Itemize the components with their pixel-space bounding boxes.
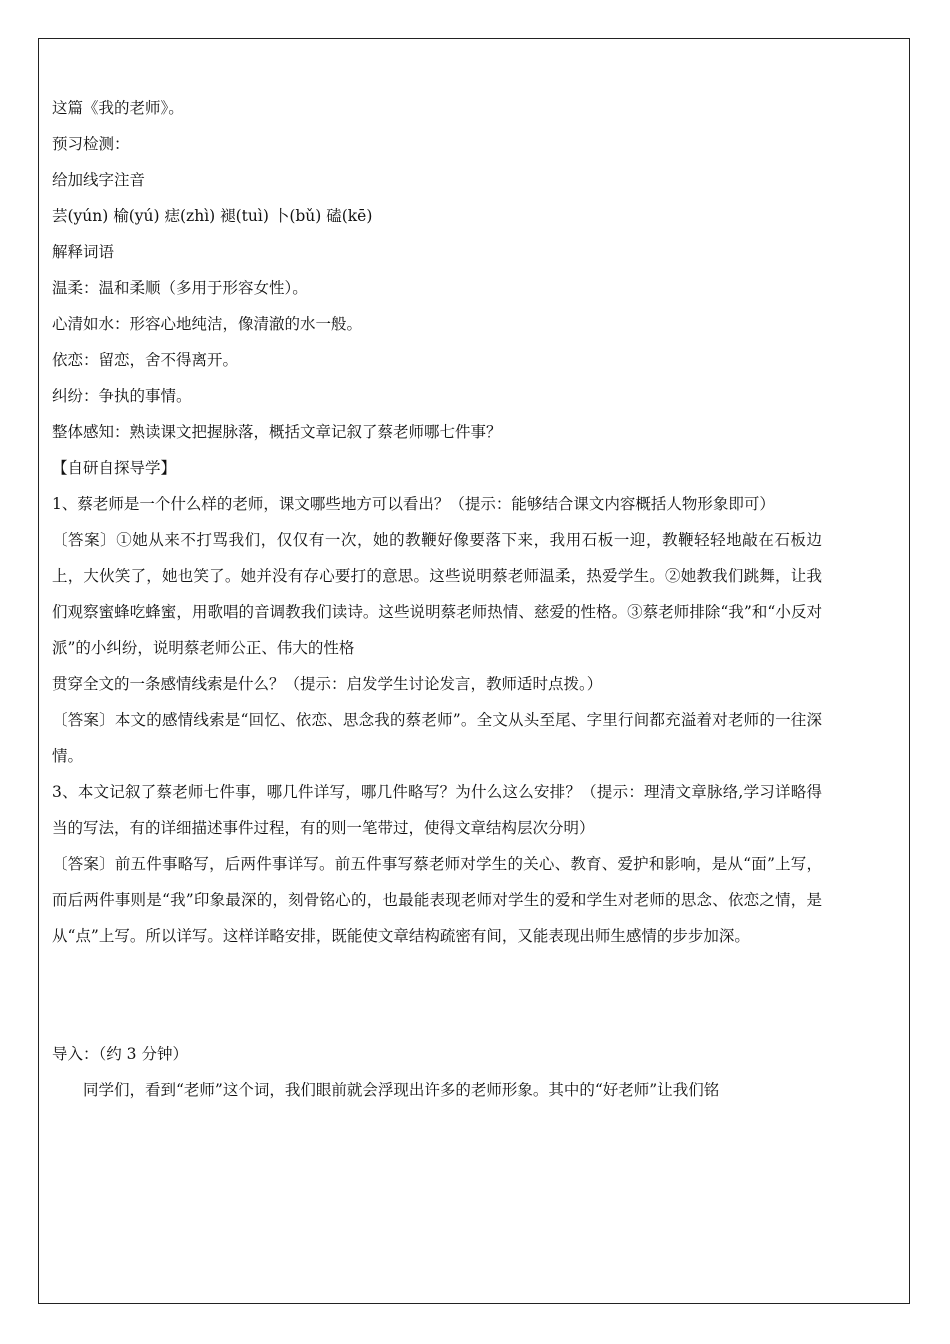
preview-heading: 预习检测： xyxy=(52,135,130,153)
word-definition: 心清如水：形容心地纯洁，像清澈的水一般。 xyxy=(52,315,363,333)
answer-1: 〔答案〕①她从来不打骂我们，仅仅有一次，她的教鞭好像要落下来，我用石板一迎，教鞭轻轻地敲在石板边上，大伙笑了，她也笑了。她并没有存心要打的意思。这些说明蔡老师温柔，热爱学生。②她教我们跳舞，让我们观察蜜蜂吃蜂蜜，用歌唱的音调教我们读诗。这些说明蔡老师热情、慈爱的性格。③蔡老师排除“我”和“小反对派”的小纠纷，说明蔡老师公正、伟大的性格 xyxy=(52,531,822,657)
question-1: 1、蔡老师是一个什么样的老师，课文哪些地方可以看出？（提示：能够结合课文内容概括人物形象即可） xyxy=(52,495,775,513)
pinyin-heading: 给加线字注音 xyxy=(52,171,146,189)
spacer xyxy=(52,954,822,1036)
intro-tail: 这篇《我的老师》。 xyxy=(52,99,184,117)
word-definition: 纠纷：争执的事情。 xyxy=(52,387,192,405)
overall-perception: 整体感知：熟读课文把握脉落，概括文章记叙了蔡老师哪七件事？ xyxy=(52,423,502,441)
pinyin-line: 芸(yún) 榆(yú) 痣(zhì) 褪(tuì) 卜(bǔ) 磕(kē) xyxy=(52,207,373,225)
document-body xyxy=(52,90,822,1108)
question-2: 贯穿全文的一条感情线索是什么？（提示：启发学生讨论发言，教师适时点拨。） xyxy=(52,675,603,693)
word-definition: 温柔：温和柔顺（多用于形容女性）。 xyxy=(52,279,308,297)
answer-2: 〔答案〕本文的感情线索是“回忆、依恋、思念我的蔡老师”。全文从头至尾、字里行间都充溢着对老师的一往深情。 xyxy=(52,711,822,765)
answer-3: 〔答案〕前五件事略写，后两件事详写。前五件事写蔡老师对学生的关心、教育、爱护和影响，是从“面”上写，而后两件事则是“我”印象最深的，刻骨铭心的，也最能表现老师对学生的爱和学生对老师的思念、依恋之情，是从“点”上写。所以详写。这样详略安排，既能使文章结构疏密有间，又能表现出师生感情的步步加深。 xyxy=(52,855,822,945)
lead-in-heading: 导入：（约 3 分钟） xyxy=(52,1045,188,1063)
word-definition: 依恋：留恋，舍不得离开。 xyxy=(52,351,239,369)
section-title: 【自研自探导学】 xyxy=(52,459,177,477)
question-3: 3、本文记叙了蔡老师七件事，哪几件详写，哪几件略写？为什么这么安排？（提示：理清文章脉络,学习详略得当的写法，有的详细描述事件过程，有的则一笔带过，使得文章结构层次分明） xyxy=(52,783,822,837)
words-heading: 解释词语 xyxy=(52,243,115,261)
lead-in-text: 同学们，看到“老师”这个词，我们眼前就会浮现出许多的老师形象。其中的“好老师”让我们铭 xyxy=(83,1081,720,1099)
